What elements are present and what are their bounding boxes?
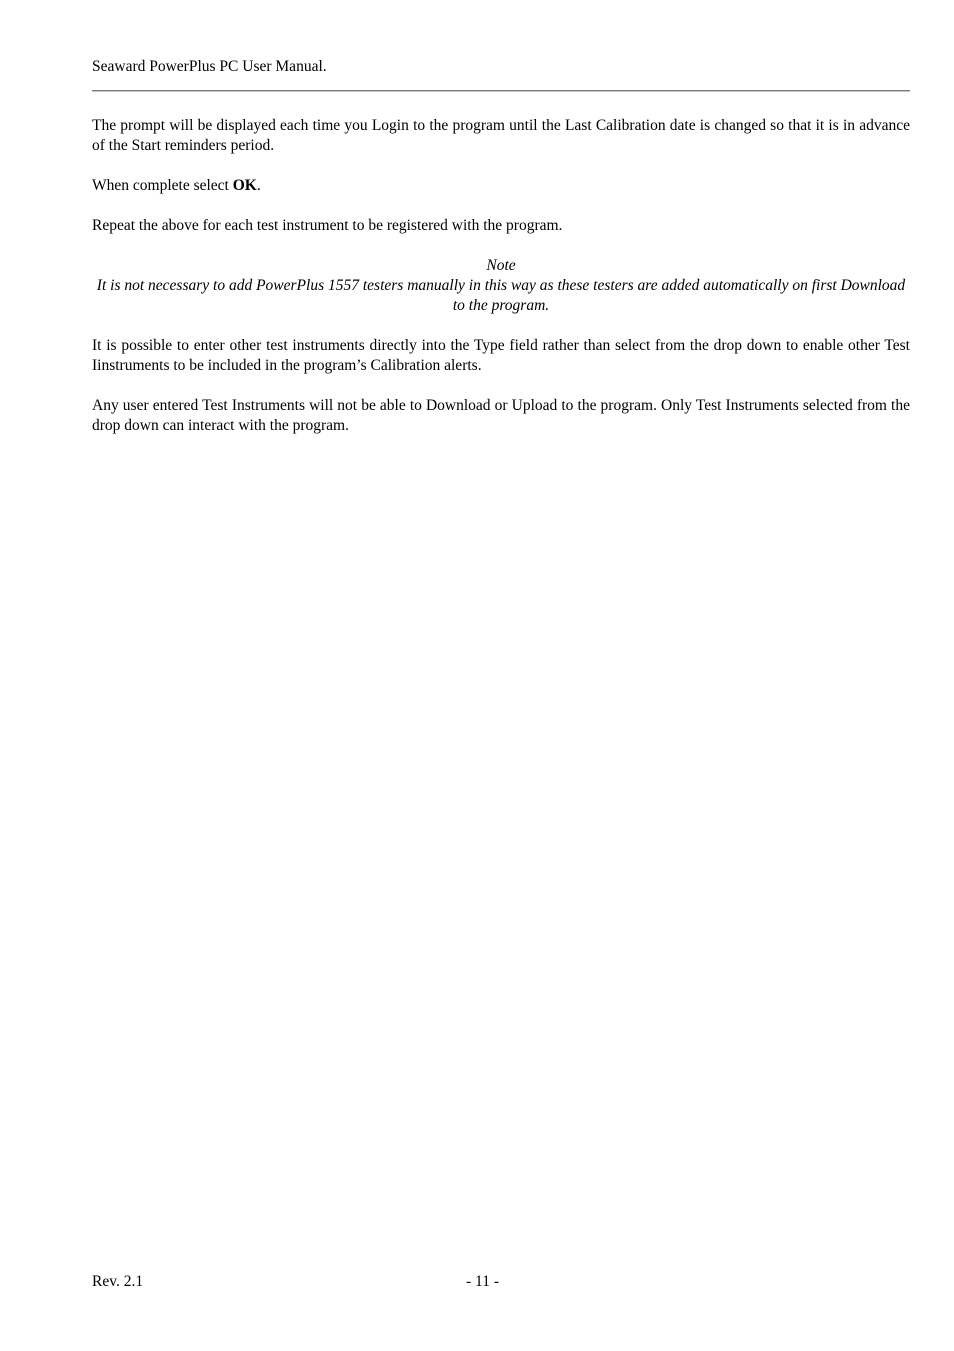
paragraph-calibration-prompt: The prompt will be displayed each time you Login to the program until the Last Calibration date is changed so that it is in advance of the Start reminders period.: [92, 117, 910, 154]
paragraph-user-entered-instruments: Any user entered Test Instruments will not be able to Download or Upload to the program. Only Test Instruments selected from the drop down can interact with the program.: [92, 397, 910, 434]
paragraph-repeat: Repeat the above for each test instrument to be registered with the program.: [92, 217, 563, 234]
paragraph-select-ok-suffix: .: [256, 177, 261, 194]
page-content: [92, 116, 910, 456]
paragraph-select-ok-prefix: When complete select: [92, 177, 233, 194]
note-text: It is not necessary to add PowerPlus 1557 testers manually in this way as these testers are added automatically on first Download to the program.: [96, 277, 906, 314]
note-block: [92, 256, 910, 316]
revision-label: Rev. 2.1: [92, 1273, 144, 1290]
document-title: Seaward PowerPlus PC User Manual.: [92, 58, 327, 75]
note-heading: Note: [486, 257, 516, 274]
paragraph-other-instruments: It is possible to enter other test instruments directly into the Type field rather than select from the drop down to enable other Test Iinstruments to be included in the program’s Calibration alerts.: [92, 337, 910, 374]
header-divider: [92, 90, 910, 92]
ok-keyword: OK: [232, 177, 257, 194]
paragraph-select-ok: [92, 176, 910, 196]
page-number: - 11 -: [466, 1273, 499, 1290]
